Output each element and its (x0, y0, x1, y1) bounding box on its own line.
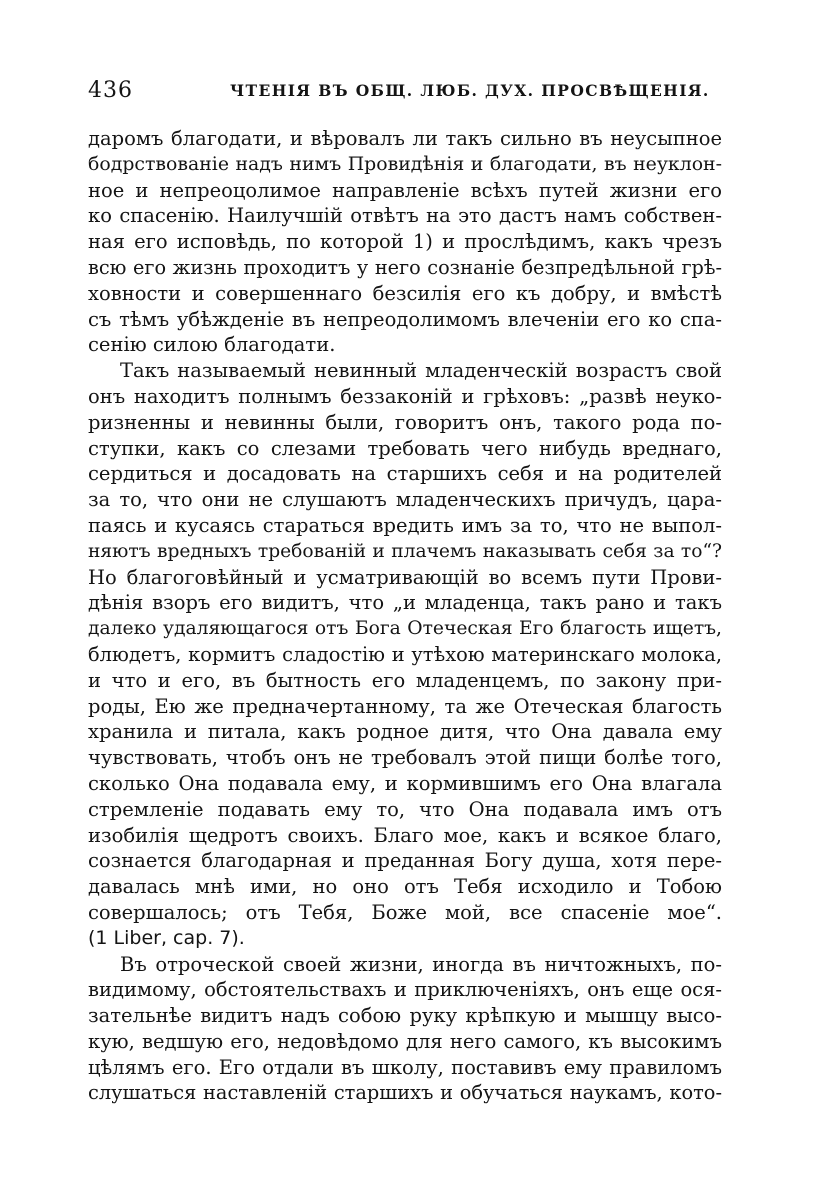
text-line: съ тѣмъ убѣжденіе въ непреодолимомъ влеченіи его ко спа- (88, 307, 722, 331)
text-line: изобилія щедротъ своихъ. Благо мое, какъ и всякое благо, (88, 823, 722, 847)
text-line: чувствовать, чтобъ онъ не требовалъ этой пищи болѣе того, (88, 746, 722, 770)
text-line: Но благоговѣйный и усматривающій во всемъ пути Прови- (88, 565, 722, 589)
running-title: ЧТЕНІЯ ВЪ ОБЩ. ЛЮБ. ДУХ. ПРОСВѢЩЕНІЯ. (230, 81, 710, 100)
text-line: даромъ благодати, и вѣровалъ ли такъ сильно въ неусыпное (88, 127, 722, 150)
running-head (88, 78, 723, 106)
text-line: всю его жизнь проходитъ у него сознаніе безпредѣльной грѣ- (88, 255, 722, 279)
text-line: ризненны и невинны были, говоритъ онъ, такого рода по- (88, 410, 722, 434)
text-line: зательнѣе видитъ надъ собою руку крѣпкую и мышцу высо- (88, 1004, 722, 1028)
text-line: дѣнія взоръ его видитъ, что „и младенца, такъ рано и такъ (88, 591, 722, 615)
text-line: онъ находитъ полнымъ беззаконій и грѣховъ: „развѣ неуко- (88, 384, 722, 408)
text-line: далеко удаляющагося отъ Бога Отеческая Его благость ищетъ, (88, 618, 722, 640)
text-line: сердиться и досадовать на старшихъ себя и на родителей (88, 462, 722, 486)
text-line: ко спасенію. Наилучшій отвѣтъ на это дастъ намъ собствен- (88, 204, 722, 228)
text-line: сознается благодарная и преданная Богу душа, хотя пере- (88, 849, 722, 873)
text-line: совершалось; отъ Тебя, Боже мой, все спасеніе мое“. (88, 900, 722, 924)
text-line: сенію силою благодати. (88, 333, 336, 357)
text-line: хранила и питала, какъ родное дитя, что Она давала ему (88, 720, 722, 744)
text-line: кую, ведшую его, недовѣдомо для него самого, къ высокимъ (88, 1029, 722, 1053)
citation-line: (1 Liber, cap. 7). (88, 926, 245, 949)
body-text (88, 126, 722, 1106)
text-line: паясь и кусаясь стараться вредить имъ за то, что не выпол- (88, 513, 722, 537)
page-number: 436 (88, 78, 133, 103)
text-line: за то, что они не слушаютъ младенческихъ причудъ, цара- (88, 488, 722, 512)
paragraph-start-line: Такъ называемый невинный младенческій возрастъ свой (120, 359, 722, 383)
text-line: бодрствованіе надъ нимъ Провидѣнія и благодати, въ неуклон- (88, 152, 722, 175)
text-line: стремленіе подавать ему то, что Она подавала имъ отъ (88, 797, 722, 821)
text-line: и что и его, въ бытность его младенцемъ, по закону при- (88, 668, 722, 692)
text-line: слушаться наставленій старшихъ и обучаться наукамъ, кото- (88, 1081, 722, 1105)
text-line: видимому, обстоятельствахъ и приключеніяхъ, онъ еще ося- (88, 978, 722, 1002)
text-line: ступки, какъ со слезами требовать чего нибудь вреднаго, (88, 436, 722, 460)
text-line: роды, Ею же предначертанному, та же Отеческая благость (88, 694, 722, 718)
text-line: ная его исповѣдь, по которой 1) и прослѣдимъ, какъ чрезъ (88, 230, 722, 254)
text-line: ховности и совершеннаго безсилія его къ добру, и вмѣстѣ (88, 281, 722, 305)
text-line: ное и непреоцолимое направленіе всѣхъ путей жизни его (88, 178, 722, 202)
text-line: няютъ вредныхъ требованій и плачемъ наказывать себя за то“? (88, 540, 722, 562)
paragraph-start-line: Въ отроческой своей жизни, иногда въ ничтожныхъ, по- (120, 952, 722, 976)
text-line: давалась мнѣ ими, но оно отъ Тебя исходило и Тобою (88, 875, 722, 899)
text-line: сколько Она подавала ему, и кормившимъ его Она влагала (88, 771, 722, 795)
text-line: блюдетъ, кормитъ сладостію и утѣхою материнскаго молока, (88, 642, 722, 666)
text-line: цѣлямъ его. Его отдали въ школу, поставивъ ему правиломъ (88, 1055, 722, 1079)
